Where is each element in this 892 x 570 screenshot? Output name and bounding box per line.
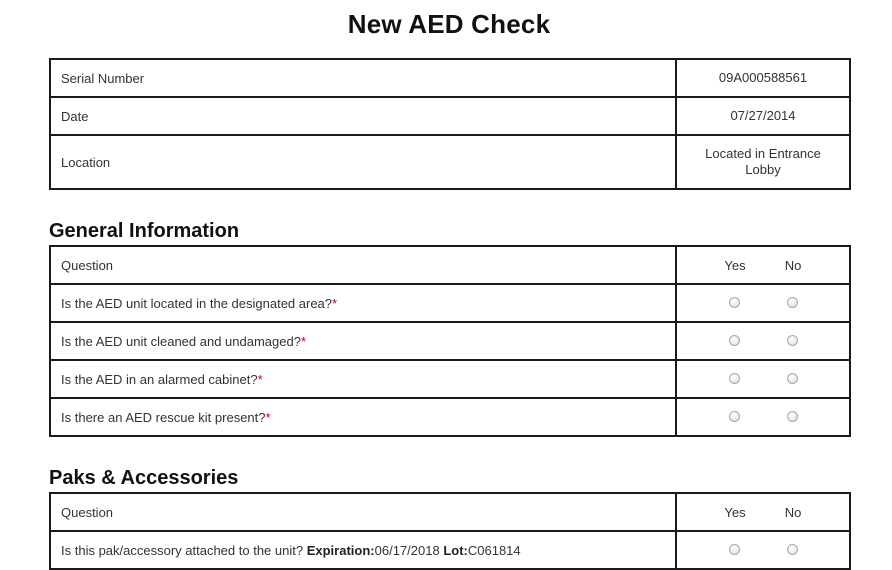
question-text: Is the AED unit located in the designated area?* [50, 284, 676, 322]
no-radio[interactable] [787, 335, 798, 346]
yes-column-header: Yes [724, 504, 746, 520]
no-radio[interactable] [787, 544, 798, 555]
yes-radio[interactable] [729, 297, 740, 308]
yes-radio[interactable] [729, 335, 740, 346]
question-text: Is the AED unit cleaned and undamaged?* [50, 322, 676, 360]
serial-number-row [50, 59, 850, 97]
date-row [50, 97, 850, 135]
question-row-cleaned-undamaged [50, 322, 850, 360]
general-information-table [49, 245, 851, 437]
required-marker: * [300, 333, 307, 349]
date-value: 07/27/2014 [676, 97, 850, 135]
no-radio[interactable] [787, 373, 798, 384]
location-value: Located in Entrance Lobby [676, 135, 850, 189]
paks-accessories-heading: Paks & Accessories [49, 467, 239, 489]
question-column-header: Question [50, 246, 676, 284]
yes-radio[interactable] [729, 373, 740, 384]
no-radio[interactable] [787, 297, 798, 308]
required-marker: * [265, 409, 271, 425]
question-column-header: Question [50, 493, 676, 531]
table-header-row [50, 493, 850, 531]
lot-value: C061814 [467, 542, 521, 558]
no-radio[interactable] [787, 411, 798, 422]
table-header-row [50, 246, 850, 284]
no-column-header: No [784, 257, 802, 273]
question-row-pak-attached [50, 531, 850, 569]
question-row-alarmed-cabinet [50, 360, 850, 398]
yes-no-column-header [676, 493, 850, 531]
location-row [50, 135, 850, 189]
serial-number-value: 09A000588561 [676, 59, 850, 97]
required-marker: * [332, 295, 338, 311]
serial-number-label: Serial Number [50, 59, 676, 97]
expiration-value: 06/17/2018 [374, 542, 440, 558]
question-text: Is there an AED rescue kit present?* [50, 398, 676, 436]
device-info-table [49, 58, 851, 190]
page-title: New AED Check [347, 9, 551, 39]
yes-radio[interactable] [729, 544, 740, 555]
general-information-heading: General Information [49, 220, 240, 242]
location-label: Location [50, 135, 676, 189]
yes-column-header: Yes [724, 257, 746, 273]
lot-label: Lot: [443, 542, 468, 558]
expiration-label: Expiration: [306, 542, 375, 558]
question-row-designated-area [50, 284, 850, 322]
date-label: Date [50, 97, 676, 135]
required-marker: * [257, 371, 263, 387]
question-text: Is this pak/accessory attached to the unit? Expiration:06/17/2018 Lot:C061814 [50, 531, 676, 569]
paks-accessories-table [49, 492, 851, 570]
question-row-rescue-kit [50, 398, 850, 436]
no-column-header: No [784, 504, 802, 520]
yes-no-column-header [676, 246, 850, 284]
question-text: Is the AED in an alarmed cabinet?* [50, 360, 676, 398]
yes-radio[interactable] [729, 411, 740, 422]
